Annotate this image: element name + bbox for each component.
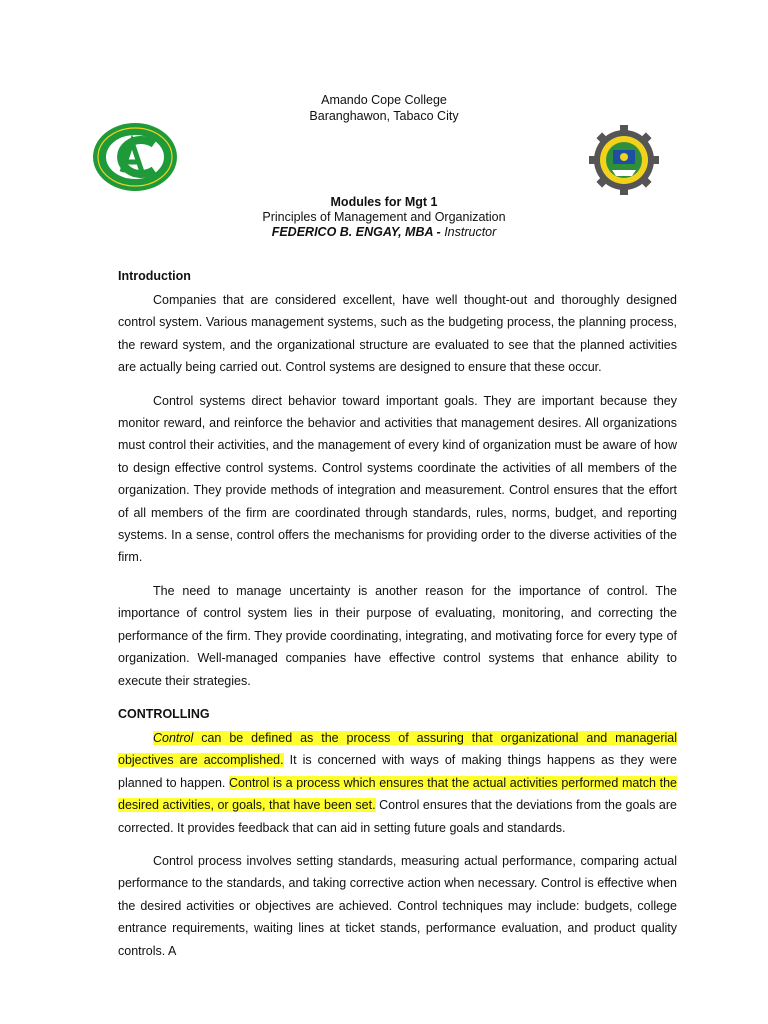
college-seal-icon xyxy=(92,122,178,192)
section-heading-introduction: Introduction xyxy=(118,269,191,283)
instructor-line xyxy=(0,225,768,240)
term-control: Control xyxy=(153,730,194,745)
intro-paragraph-1: Companies that are considered excellent, have well thought-out and thoroughly designed control system. Various management systems, such as the budgeting process, the planning process, the reward system, and the organizational structure are evaluated to see that the planned activities are actually being carried out. Control systems are designed to ensure that these occur. xyxy=(118,293,677,375)
college-name: Amando Cope College xyxy=(321,93,447,107)
module-title: Modules for Mgt 1 xyxy=(330,195,438,209)
highlight-text-1: can be defined as the process of assuring that organizational and managerial objectives are accomplished. xyxy=(118,730,677,768)
college-address: Baranghawon, Tabaco City xyxy=(309,109,459,123)
controlling-paragraph-2: Control process involves setting standards, measuring actual performance, comparing actual performance to the standards, and taking corrective action when necessary. Control is effective when the desired activities or objectives are achieved. Control techniques may include: budgets, college entrance requirements, waiting lines at ticket stands, performance evaluation, and product quality controls. A xyxy=(118,853,677,958)
intro-paragraph-2: Control systems direct behavior toward important goals. They are important because they monitor reward, and reinforce the behavior and activities that management desires. All organizations must control their activities, and the management of every kind of organization must be aware of how to design effective control systems. Control systems coordinate the activities of all members of the organization. They provide methods of integration and measurement. Control ensures that the effort of all members of the firm are coordinated through standards, rules, norms, budget, and reporting systems. In a sense, control offers the mechanisms for providing order to the diverse activities of the firm. xyxy=(118,393,677,565)
controlling-paragraph-1 xyxy=(118,727,677,839)
highlight-text-2: Control is a process which ensures that the actual activities performed match the desired activities, or goals, that have been set. xyxy=(118,775,677,813)
intro-paragraph-3: The need to manage uncertainty is another reason for the importance of control. The importance of control system lies in their purpose of evaluating, monitoring, and correcting the performance of the firm. They provide coordinating, integrating, and motivating force for every type of organization. Well-managed companies have effective control systems that enhance ability to execute their strategies. xyxy=(118,583,677,688)
instructor-name: FEDERICO B. ENGAY, MBA - xyxy=(271,225,441,239)
section-heading-controlling: CONTROLLING xyxy=(118,706,210,721)
department-gear-seal-icon xyxy=(588,124,660,196)
college-header xyxy=(0,92,768,124)
instructor-role: Instructor xyxy=(444,225,497,239)
module-title-block xyxy=(0,195,768,240)
document-body xyxy=(118,265,677,973)
module-subtitle: Principles of Management and Organization xyxy=(262,210,506,224)
plain-text-1: It is concerned with ways of making things happens as they were planned to happen. xyxy=(118,753,677,790)
plain-text-2: Control ensures that the deviations from the goals are corrected. It provides feedback that can aid in setting future goals and standards. xyxy=(118,798,677,835)
